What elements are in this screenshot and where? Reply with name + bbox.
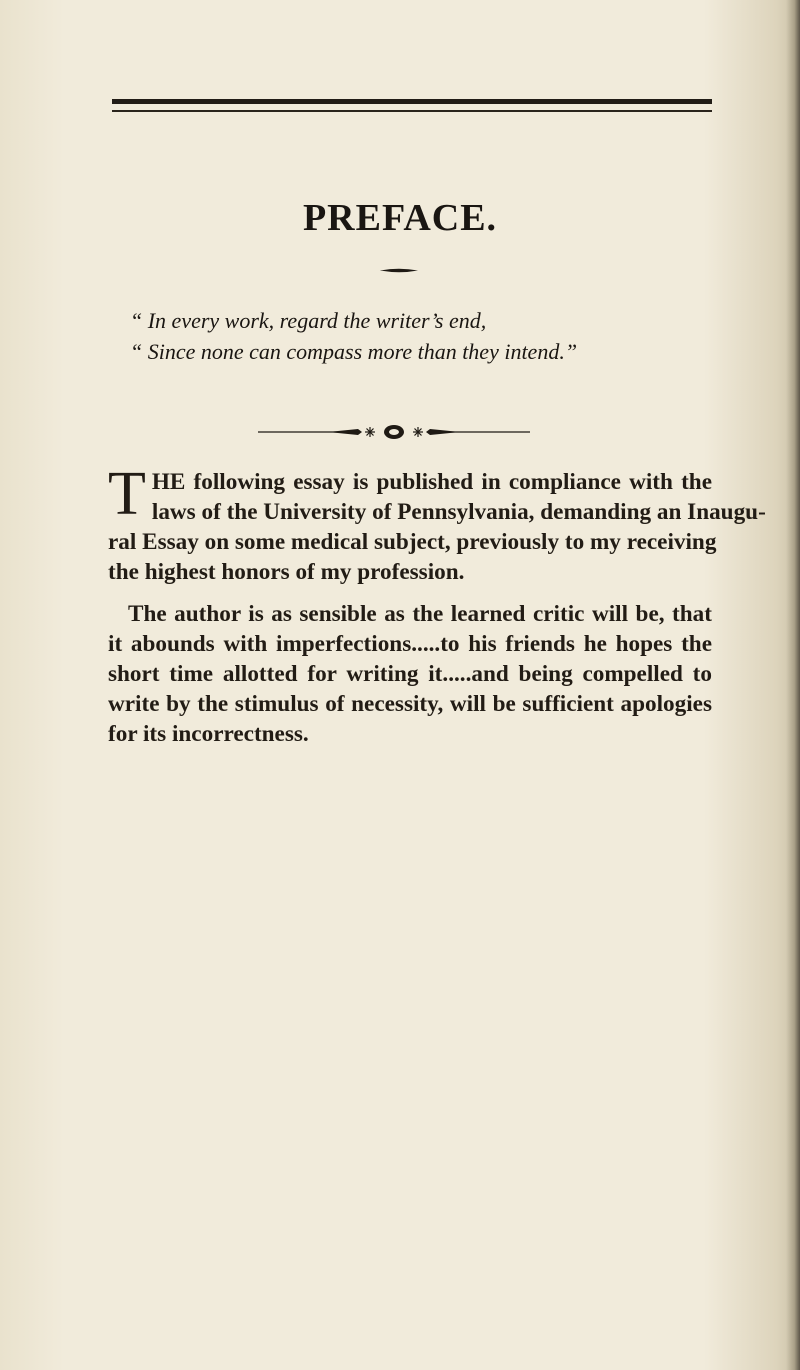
section-ornament	[258, 424, 530, 440]
preface-body	[108, 460, 766, 761]
top-rule-thin	[112, 110, 712, 112]
paragraph-1	[108, 460, 766, 587]
epigraph	[130, 305, 730, 367]
top-rule-thick	[112, 99, 712, 104]
paragraph-2-line-1: The author is as sensible as the learned critic will be, that	[128, 601, 712, 627]
page-title: PREFACE.	[302, 197, 498, 239]
title-flourish	[380, 268, 418, 273]
paragraph-2-line-2: it abounds with imperfections.....to his friends he hopes the	[108, 631, 712, 657]
paragraph-2-line-3: short time allotted for writing it.....and being compelled to	[108, 661, 712, 687]
drop-cap: T	[108, 460, 146, 528]
paragraph-1-line-1: HE following essay is published in compliance with the	[151, 469, 712, 495]
paragraph-2-line-5: for its incorrectness.	[108, 721, 309, 747]
paragraph-1-line-2: laws of the University of Pennsylvania, demanding an Inaugu-	[151, 499, 766, 525]
paragraph-2	[108, 599, 712, 749]
paragraph-1-line-4: the highest honors of my profession.	[108, 559, 465, 585]
paragraph-1-line-3: ral Essay on some medical subject, previously to my receiving	[108, 529, 717, 555]
paragraph-2-line-4: write by the stimulus of necessity, will be sufficient apologies	[108, 691, 712, 717]
epigraph-line-1: “ In every work, regard the writer’s end,	[130, 308, 487, 333]
epigraph-line-2: “ Since none can compass more than they intend.”	[130, 339, 578, 364]
